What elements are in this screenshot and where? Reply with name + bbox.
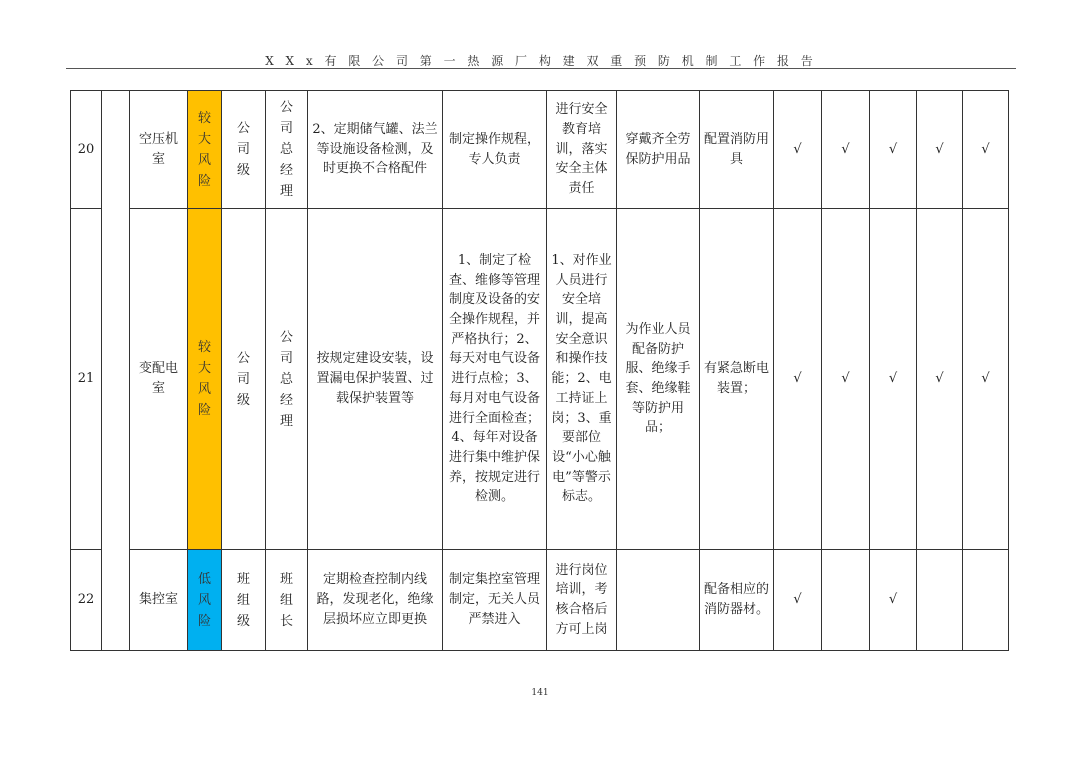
row-number: 22 [71,550,102,651]
ppe-measure-cell: 为作业人员配备防护服、绝缘手套、绝缘鞋等防护用品； [617,209,700,550]
location-cell: 集控室 [130,550,188,651]
training-measure-cell: 进行安全教育培训，落实安全主体责任 [547,91,617,209]
table-row [71,209,1009,550]
check-mark-2: √ [822,209,870,550]
management-measure-cell: 制定操作规程，专人负责 [443,91,547,209]
check-mark-4: √ [917,209,963,550]
check-mark-1: √ [774,209,822,550]
check-mark-3: √ [870,209,917,550]
header-divider [66,68,1016,69]
check-mark-5: √ [963,209,1009,550]
location-cell: 变配电室 [130,209,188,550]
check-mark-1: √ [774,550,822,651]
risk-level-badge: 较大风险 [188,91,222,209]
emergency-measure-cell: 配备相应的消防器材。 [700,550,774,651]
responsible-cell: 公司总经理 [266,91,308,209]
check-mark-4: √ [917,91,963,209]
control-level-cell: 班组级 [222,550,266,651]
training-measure-cell: 进行岗位培训，考核合格后方可上岗 [547,550,617,651]
training-measure-cell: 1、对作业人员进行安全培训，提高安全意识和操作技能；2、电工持证上岗；3、重要部位设“小心触电”等警示标志。 [547,209,617,550]
table-row [71,550,1009,651]
emergency-measure-cell: 配置消防用具 [700,91,774,209]
check-mark-3: √ [870,550,917,651]
document-header-title: X X x 有 限 公 司 第 一 热 源 厂 构 建 双 重 预 防 机 制 工 作 报 告 [265,54,817,68]
control-level-cell: 公司级 [222,209,266,550]
engineering-measure-cell: 2、定期储气罐、法兰等设施设备检测，及时更换不合格配件 [308,91,443,209]
check-mark-5 [963,550,1009,651]
page-number: 141 [531,688,549,698]
table-row [71,91,1009,209]
check-mark-4 [917,550,963,651]
control-level-cell: 公司级 [222,91,266,209]
check-mark-2: √ [822,91,870,209]
risk-level-badge: 较大风险 [188,209,222,550]
row-number: 21 [71,209,102,550]
row-number: 20 [71,91,102,209]
engineering-measure-cell: 按规定建设安装，设置漏电保护装置、过载保护装置等 [308,209,443,550]
risk-level-badge: 低风险 [188,550,222,651]
responsible-cell: 班组长 [266,550,308,651]
check-mark-5: √ [963,91,1009,209]
check-mark-1: √ [774,91,822,209]
check-mark-3: √ [870,91,917,209]
management-measure-cell: 制定集控室管理制定，无关人员严禁进入 [443,550,547,651]
engineering-measure-cell: 定期检查控制内线路，发现老化，绝缘层损坏应立即更换 [308,550,443,651]
management-measure-cell: 1、制定了检查、维修等管理制度及设备的安全操作规程，并严格执行；2、每天对电气设备进行点检；3、每月对电气设备进行全面检查；4、每年对设备进行集中维护保养，按规定进行检测。 [443,209,547,550]
emergency-measure-cell: 有紧急断电装置； [700,209,774,550]
responsible-cell: 公司总经理 [266,209,308,550]
ppe-measure-cell [617,550,700,651]
merged-blank-column [102,91,130,651]
check-mark-2 [822,550,870,651]
ppe-measure-cell: 穿戴齐全劳保防护用品 [617,91,700,209]
location-cell: 空压机室 [130,91,188,209]
risk-control-table [70,90,1009,651]
